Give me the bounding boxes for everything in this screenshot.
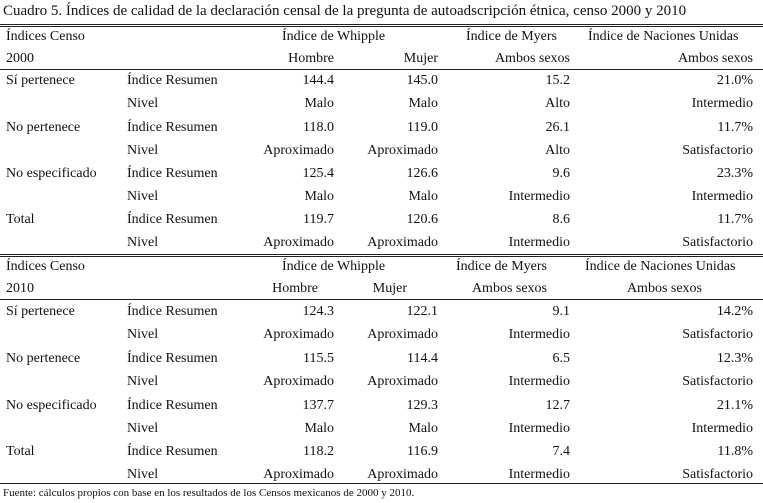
cell-hombre: 115.5 xyxy=(303,351,334,366)
rule-header-2000 xyxy=(0,69,763,70)
cell-nu: 11.7% xyxy=(717,120,753,135)
cell-mujer: Aproximado xyxy=(367,235,438,250)
row-type: Índice Resumen xyxy=(127,120,218,135)
group-label: No especificado xyxy=(6,166,97,181)
header-label-top: Índices Censo xyxy=(6,259,85,274)
cell-mujer: 116.9 xyxy=(407,444,438,459)
header-hombre: Hombre xyxy=(288,51,334,66)
row-type: Índice Resumen xyxy=(127,398,218,413)
cell-nu: Satisfactorio xyxy=(682,235,753,250)
cell-mujer: 119.0 xyxy=(407,120,438,135)
header-mujer: Mujer xyxy=(372,281,407,296)
cell-hombre: Malo xyxy=(304,96,334,111)
cell-myers: Intermedio xyxy=(508,327,570,342)
cell-hombre: 118.2 xyxy=(303,444,334,459)
header-whipple: Índice de Whipple xyxy=(282,29,386,44)
row-type: Nivel xyxy=(127,235,159,250)
cell-mujer: 114.4 xyxy=(407,351,438,366)
cell-mujer: 129.3 xyxy=(406,398,438,413)
cell-mujer: 122.1 xyxy=(406,304,438,319)
cell-hombre: 124.3 xyxy=(302,304,334,319)
cell-myers: Intermedio xyxy=(508,467,570,482)
cell-myers: Intermedio xyxy=(508,374,570,389)
group-label: Total xyxy=(6,444,35,459)
cell-hombre: Aproximado xyxy=(263,327,334,342)
cell-hombre: 137.7 xyxy=(302,398,334,413)
group-label: No pertenece xyxy=(6,351,81,366)
header-myers-sub: Ambos sexos xyxy=(494,51,570,66)
rule-bottom xyxy=(0,483,763,484)
header-nu: Índice de Naciones Unidas xyxy=(588,29,739,44)
cell-hombre: 118.0 xyxy=(303,120,334,135)
footnote: Fuente: cálculos propios con base en los resultados de los Censos mexicanos de 2000 y 2010. xyxy=(3,487,415,499)
cell-myers: Intermedio xyxy=(508,235,570,250)
group-label: Sí pertenece xyxy=(6,304,75,319)
row-type: Índice Resumen xyxy=(127,444,218,459)
cell-nu: 21.1% xyxy=(716,398,753,413)
header-whipple: Índice de Whipple xyxy=(282,259,386,274)
cell-nu: Intermedio xyxy=(691,189,753,204)
cell-mujer: Aproximado xyxy=(367,374,438,389)
cell-nu: 12.3% xyxy=(716,351,753,366)
table-title: Cuadro 5. Índices de calidad de la declaración censal de la pregunta de autoadscripción étnica, censo 2000 y 2010 xyxy=(3,3,687,19)
row-type: Nivel xyxy=(127,143,159,158)
cell-mujer: Malo xyxy=(408,96,438,111)
cell-myers: 9.6 xyxy=(552,166,570,181)
cell-hombre: Malo xyxy=(304,189,334,204)
header-myers: Índice de Myers xyxy=(466,29,557,44)
cell-hombre: 119.7 xyxy=(303,212,334,227)
cell-hombre: Aproximado xyxy=(263,143,334,158)
cell-mujer: 126.6 xyxy=(406,166,438,181)
cell-hombre: Aproximado xyxy=(263,235,334,250)
cell-mujer: Malo xyxy=(408,189,438,204)
cell-nu: Satisfactorio xyxy=(682,143,753,158)
cell-mujer: Aproximado xyxy=(367,143,438,158)
header-nu: Índice de Naciones Unidas xyxy=(585,259,736,274)
cell-mujer: Aproximado xyxy=(367,467,438,482)
header-label-year: 2000 xyxy=(6,51,34,66)
cell-myers: 12.7 xyxy=(545,398,570,413)
cell-hombre: Malo xyxy=(304,421,334,436)
header-label-year: 2010 xyxy=(6,281,34,296)
rule-top xyxy=(0,24,763,25)
rule-header-2010 xyxy=(0,299,763,300)
cell-myers: 7.4 xyxy=(552,444,570,459)
row-type: Índice Resumen xyxy=(127,166,218,181)
row-type: Índice Resumen xyxy=(127,351,218,366)
header-label-top: Índices Censo xyxy=(6,29,85,44)
cell-nu: Intermedio xyxy=(691,96,753,111)
cell-hombre: Aproximado xyxy=(263,374,334,389)
cell-nu: Satisfactorio xyxy=(682,327,753,342)
cell-myers: 8.6 xyxy=(552,212,570,227)
group-label: Sí pertenece xyxy=(6,73,75,88)
cell-nu: 11.7% xyxy=(717,212,753,227)
row-type: Índice Resumen xyxy=(127,73,218,88)
group-label: No especificado xyxy=(6,398,97,413)
cell-myers: Intermedio xyxy=(508,189,570,204)
row-type: Nivel xyxy=(127,96,159,111)
cell-nu: 11.8% xyxy=(717,444,753,459)
row-type: Nivel xyxy=(127,374,159,389)
row-type: Nivel xyxy=(127,189,159,204)
rule-separator xyxy=(0,254,763,255)
cell-myers: 9.1 xyxy=(552,304,570,319)
cell-nu: Satisfactorio xyxy=(682,374,753,389)
cell-nu: Satisfactorio xyxy=(682,467,753,482)
row-type: Nivel xyxy=(127,467,159,482)
group-label: Total xyxy=(6,212,35,227)
cell-myers: Intermedio xyxy=(508,421,570,436)
cell-mujer: 145.0 xyxy=(406,73,438,88)
cell-myers: Alto xyxy=(545,143,570,158)
header-nu-sub: Ambos sexos xyxy=(677,51,753,66)
cell-hombre: 125.4 xyxy=(302,166,334,181)
header-hombre: Hombre xyxy=(272,281,318,296)
header-nu-sub: Ambos sexos xyxy=(626,281,702,296)
cell-nu: 23.3% xyxy=(716,166,753,181)
cell-myers: 6.5 xyxy=(552,351,570,366)
row-type: Índice Resumen xyxy=(127,304,218,319)
cell-myers: Alto xyxy=(545,96,570,111)
cell-mujer: Aproximado xyxy=(367,327,438,342)
row-type: Nivel xyxy=(127,421,159,436)
cell-nu: 21.0% xyxy=(716,73,753,88)
header-mujer: Mujer xyxy=(403,51,438,66)
cell-hombre: Aproximado xyxy=(263,467,334,482)
cell-mujer: 120.6 xyxy=(406,212,438,227)
cell-nu: 14.2% xyxy=(716,304,753,319)
cell-nu: Intermedio xyxy=(691,421,753,436)
cell-hombre: 144.4 xyxy=(302,73,334,88)
header-myers: Índice de Myers xyxy=(456,259,547,274)
group-label: No pertenece xyxy=(6,120,81,135)
rule-separator xyxy=(0,256,763,257)
cell-myers: 26.1 xyxy=(545,120,570,135)
row-type: Índice Resumen xyxy=(127,212,218,227)
rule-top xyxy=(0,26,763,27)
row-type: Nivel xyxy=(127,327,159,342)
header-myers-sub: Ambos sexos xyxy=(471,281,547,296)
cell-myers: 15.2 xyxy=(545,73,570,88)
cell-mujer: Malo xyxy=(408,421,438,436)
